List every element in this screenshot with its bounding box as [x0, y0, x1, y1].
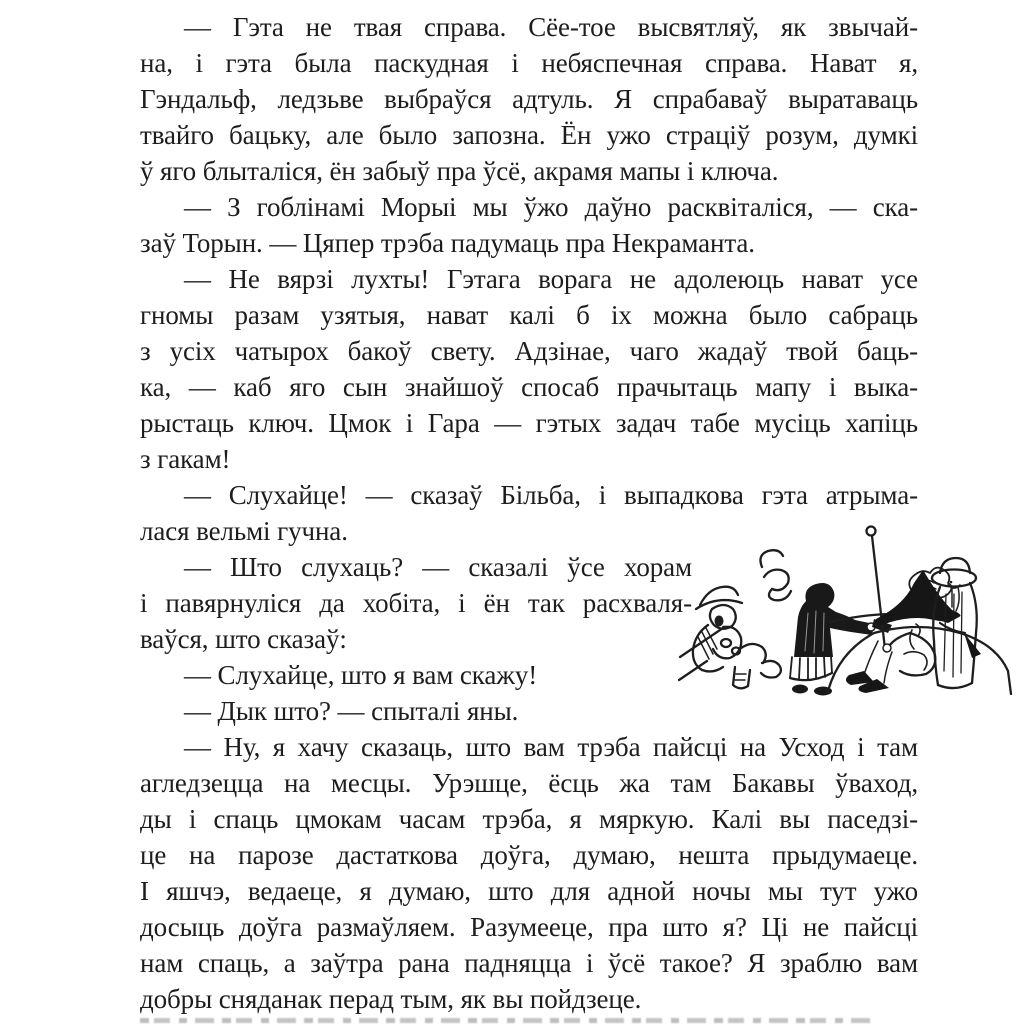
text-line: — Ну, я хачу сказаць, што вам трэба пайсці на Усход і там	[184, 732, 918, 762]
text-line: з гакам!	[140, 444, 231, 474]
text-line: з усіх чатырох бакоў свету. Адзінае, чаго жадаў твой баць-	[140, 336, 918, 366]
text-line: твайго бацьку, але было запозна. Ён ужо страціў розум, думкі	[140, 120, 918, 150]
text-line: — Дык што? — спыталі яны.	[184, 696, 519, 726]
text-line: — Гэта не твая справа. Сёе-тое высвятляў, як звычай-	[184, 12, 918, 42]
text-line: — Не вярзі лухты! Гэтага ворага не адолеюць нават усе	[184, 264, 918, 294]
text-line: лася вельмі гучна.	[140, 516, 348, 546]
dwarf-face-upper	[760, 550, 791, 600]
text-line: — З гоблінамі Морыі мы ўжо даўно расквіталіся, — ска-	[184, 192, 918, 222]
text-block	[140, 9, 918, 1017]
wizard	[846, 527, 961, 694]
text-line: досыць доўга размаўляем. Разумееце, пра што я? Ці не пайсці	[140, 912, 918, 942]
dwarf-left	[693, 587, 742, 672]
text-line: ды і спаць цмокам часам трэба, я мяркую. Калі вы паседзі-	[140, 804, 918, 834]
text-line: добры сняданак перад тым, як вы пойдзеце.	[140, 984, 642, 1014]
text-line: ваўся, што сказаў:	[140, 624, 347, 654]
clipped-next-line	[140, 1018, 876, 1023]
text-line: — Слухайце, што я вам скажу!	[184, 660, 538, 690]
text-line: заў Торын. — Цяпер трэба падумаць пра Некраманта.	[140, 228, 755, 258]
text-line: і павярнуліся да хобіта, і ён так расхваля-	[140, 588, 692, 618]
text-line: агледзецца на месцы. Урэшце, ёсць жа там Бакавы ўваход,	[140, 768, 918, 798]
text-line: нам спаць, а заўтра рана падняцца і ўсё такое? Я зраблю вам	[140, 948, 918, 978]
text-line: на, і гэта была паскудная і небяспечная справа. Нават я,	[140, 48, 918, 78]
text-line: І яшчэ, ведаеце, я думаю, што для адной ночы мы тут ужо	[140, 876, 918, 906]
text-line: Гэндальф, ледзьве выбраўся адтуль. Я спрабаваў выратаваць	[140, 84, 918, 114]
robed-figure-right	[932, 558, 981, 688]
text-line: ка, — каб яго сын знайшоў спосаб прачытаць мапу і выка-	[140, 372, 918, 402]
text-line: — Слухайце! — сказаў Більба, і выпадкова гэта атрыма-	[184, 480, 918, 510]
text-line: рыстаць ключ. Цмок і Гара — гэтых задач табе мусіць хапіць	[140, 408, 918, 438]
text-line: гномы разам узятыя, нават калі б іх можна было сабраць	[140, 300, 918, 330]
dwarves-and-wizard-illustration	[678, 521, 1016, 697]
text-line: ў яго блыталіся, ён забыў пра ўсё, акрамя мапы і ключа.	[140, 156, 779, 186]
text-line: це на парозе дастаткова доўга, думаю, нешта прыдумаеце.	[140, 840, 918, 870]
text-line: — Што слухаць? — сказалі ўсе хорам	[184, 552, 692, 582]
hobbit-dark-coat	[790, 583, 892, 696]
